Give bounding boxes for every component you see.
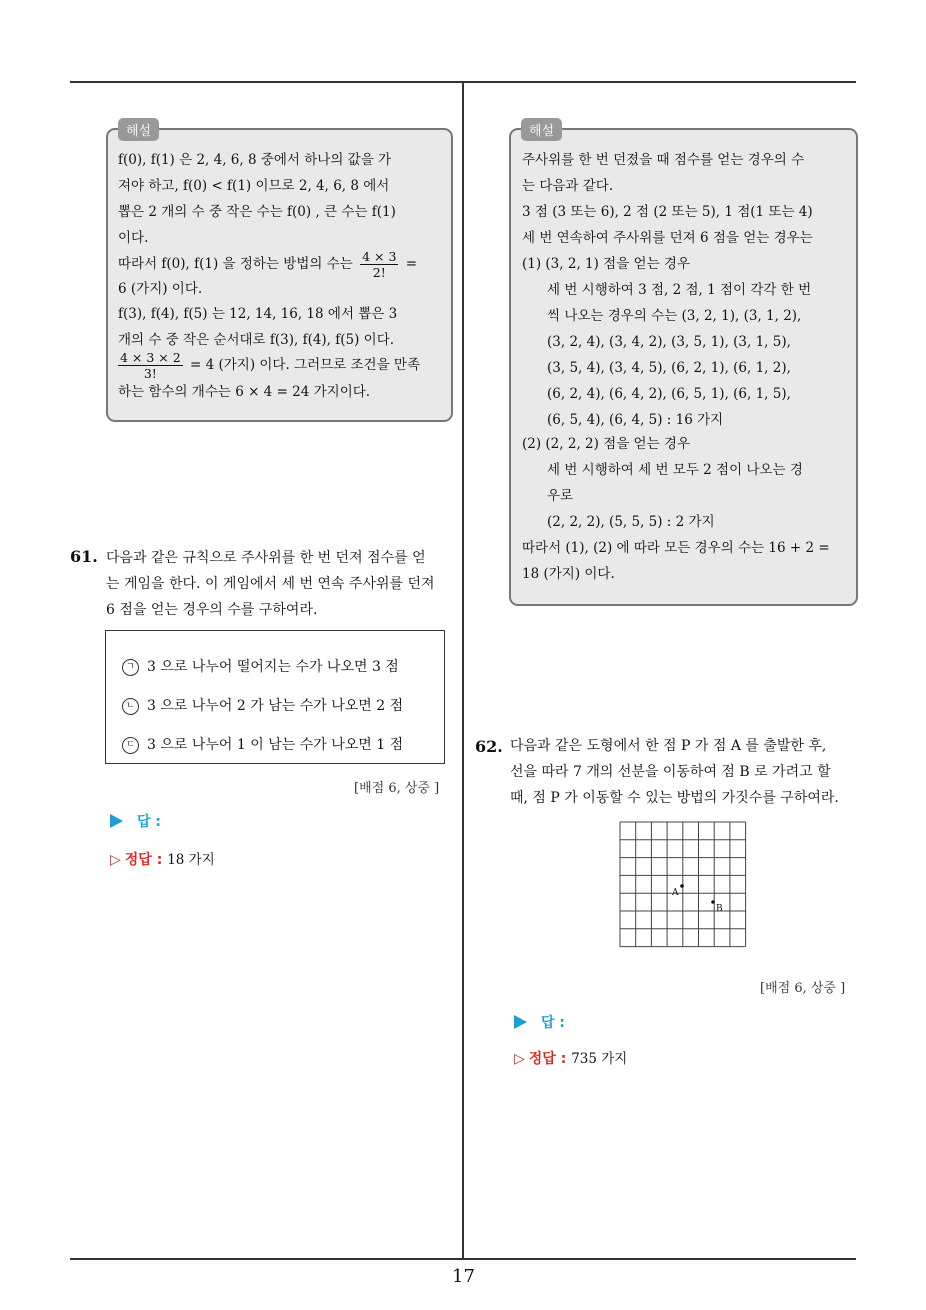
rule-item <box>122 695 403 715</box>
bottom-rule <box>70 1258 856 1260</box>
circled-marker: ㄱ <box>122 659 139 676</box>
solution-line: 세 번 시행하여 3 점, 2 점, 1 점이 각각 한 번 <box>547 282 812 298</box>
correct-value: 735 가지 <box>571 1051 628 1067</box>
column-divider <box>462 82 464 1259</box>
page-number: 17 <box>452 1266 475 1287</box>
fraction <box>360 249 398 280</box>
point-a-label: A <box>672 888 679 898</box>
solution-line: (2, 2, 2), (5, 5, 5) : 2 가지 <box>547 514 715 530</box>
grid-figure <box>615 818 755 954</box>
question-number-62: 62. <box>475 737 503 756</box>
solution-line: 는 다음과 같다. <box>522 178 614 194</box>
circled-marker: ㄴ <box>122 698 139 715</box>
correct-answer-row <box>514 1047 627 1068</box>
correct-label: 정답 : <box>528 1051 567 1067</box>
solution-text: 따라서 f(0), f(1) 을 정하는 방법의 수는 <box>118 256 353 272</box>
hollow-play-icon: ▷ <box>110 852 121 868</box>
difficulty-label: [배점 6, 상중 ] <box>354 781 440 796</box>
solution-line: f(0), f(1) 은 2, 4, 6, 8 중에서 하나의 값을 가 <box>118 152 392 168</box>
solution-line: 6 (가지) 이다. <box>118 281 203 297</box>
solution-line: 18 (가지) 이다. <box>522 566 615 582</box>
solution-line: 뽑은 2 개의 수 중 작은 수는 f(0) , 큰 수는 f(1) <box>118 204 396 220</box>
answer-row[interactable] <box>110 811 161 831</box>
play-icon <box>110 814 123 828</box>
point-b <box>711 900 715 904</box>
solution-line: 세 번 연속하여 주사위를 던져 6 점을 얻는 경우는 <box>522 230 813 246</box>
rule-item <box>122 656 399 676</box>
correct-label: 정답 : <box>124 852 163 868</box>
question-line: 다음과 같은 도형에서 한 점 P 가 점 A 를 출발한 후, <box>510 738 827 754</box>
rule-text: 3 으로 나누어 1 이 남는 수가 나오면 1 점 <box>147 737 404 753</box>
rule-text: 3 으로 나누어 떨어지는 수가 나오면 3 점 <box>147 659 399 675</box>
solution-line: 세 번 시행하여 세 번 모두 2 점이 나오는 경 <box>547 462 803 478</box>
solution-line: (3, 2, 4), (3, 4, 2), (3, 5, 1), (3, 1, 5), <box>547 334 791 350</box>
solution-tag: 해설 <box>118 118 159 141</box>
solution-text: = 4 (가지) 이다. 그러므로 조건을 만족 <box>190 357 421 373</box>
solution-line: 져야 하고, f(0) < f(1) 이므로 2, 4, 6, 8 에서 <box>118 178 390 194</box>
question-line: 다음과 같은 규칙으로 주사위를 한 번 던져 점수를 얻 <box>106 550 426 566</box>
solution-line: 주사위를 한 번 던졌을 때 점수를 얻는 경우의 수 <box>522 152 805 168</box>
rule-text: 3 으로 나누어 2 가 남는 수가 나오면 2 점 <box>147 698 404 714</box>
fraction-denominator: 2! <box>372 265 386 280</box>
solution-line: f(3), f(4), f(5) 는 12, 14, 16, 18 에서 뽑은 3 <box>118 306 398 322</box>
solution-line: 씩 나오는 경우의 수는 (3, 2, 1), (3, 1, 2), <box>547 308 802 324</box>
solution-line: 하는 함수의 개수는 6 × 4 = 24 가지이다. <box>118 384 371 400</box>
question-number-61: 61. <box>70 547 98 566</box>
solution-line: 개의 수 중 작은 순서대로 f(3), f(4), f(5) 이다. <box>118 332 395 348</box>
answer-row[interactable] <box>514 1012 565 1032</box>
solution-line-with-fraction <box>118 247 417 281</box>
answer-label: 답 : <box>541 1015 565 1031</box>
point-a <box>680 884 684 888</box>
question-line: 는 게임을 한다. 이 게임에서 세 번 연속 주사위를 던져 <box>106 576 435 592</box>
solution-line: (6, 2, 4), (6, 4, 2), (6, 5, 1), (6, 1, 5), <box>547 386 791 402</box>
solution-line: (1) (3, 2, 1) 점을 얻는 경우 <box>522 256 690 272</box>
fraction-numerator: 4 × 3 × 2 <box>120 350 181 365</box>
circled-marker: ㄷ <box>122 737 139 754</box>
solution-line: (2) (2, 2, 2) 점을 얻는 경우 <box>522 436 690 452</box>
rule-item <box>122 734 403 754</box>
answer-label: 답 : <box>137 814 161 830</box>
question-line: 때, 점 P 가 이동할 수 있는 방법의 가짓수를 구하여라. <box>510 790 839 806</box>
correct-value: 18 가지 <box>167 852 215 868</box>
question-line: 선을 따라 7 개의 선분을 이동하여 점 B 로 가려고 할 <box>510 764 831 780</box>
correct-answer-row <box>110 848 215 869</box>
solution-line: (3, 5, 4), (3, 4, 5), (6, 2, 1), (6, 1, 2), <box>547 360 791 376</box>
fraction <box>118 350 183 381</box>
fraction-denominator: 3! <box>143 366 157 381</box>
solution-line: 3 점 (3 또는 6), 2 점 (2 또는 5), 1 점(1 또는 4) <box>522 204 813 220</box>
fraction-numerator: 4 × 3 <box>362 249 397 264</box>
play-icon <box>514 1015 527 1029</box>
solution-line: 이다. <box>118 230 149 246</box>
question-line: 6 점을 얻는 경우의 수를 구하여라. <box>106 602 318 618</box>
equals-sign: = <box>405 256 418 272</box>
solution-line: 우로 <box>547 488 574 504</box>
hollow-play-icon: ▷ <box>514 1051 525 1067</box>
point-b-label: B <box>716 904 723 914</box>
solution-tag: 해설 <box>521 118 562 141</box>
solution-line-with-fraction <box>118 348 420 382</box>
difficulty-label: [배점 6, 상중 ] <box>760 981 846 996</box>
solution-line: (6, 5, 4), (6, 4, 5) : 16 가지 <box>547 412 724 428</box>
solution-line: 따라서 (1), (2) 에 따라 모든 경우의 수는 16 + 2 = <box>522 540 830 556</box>
